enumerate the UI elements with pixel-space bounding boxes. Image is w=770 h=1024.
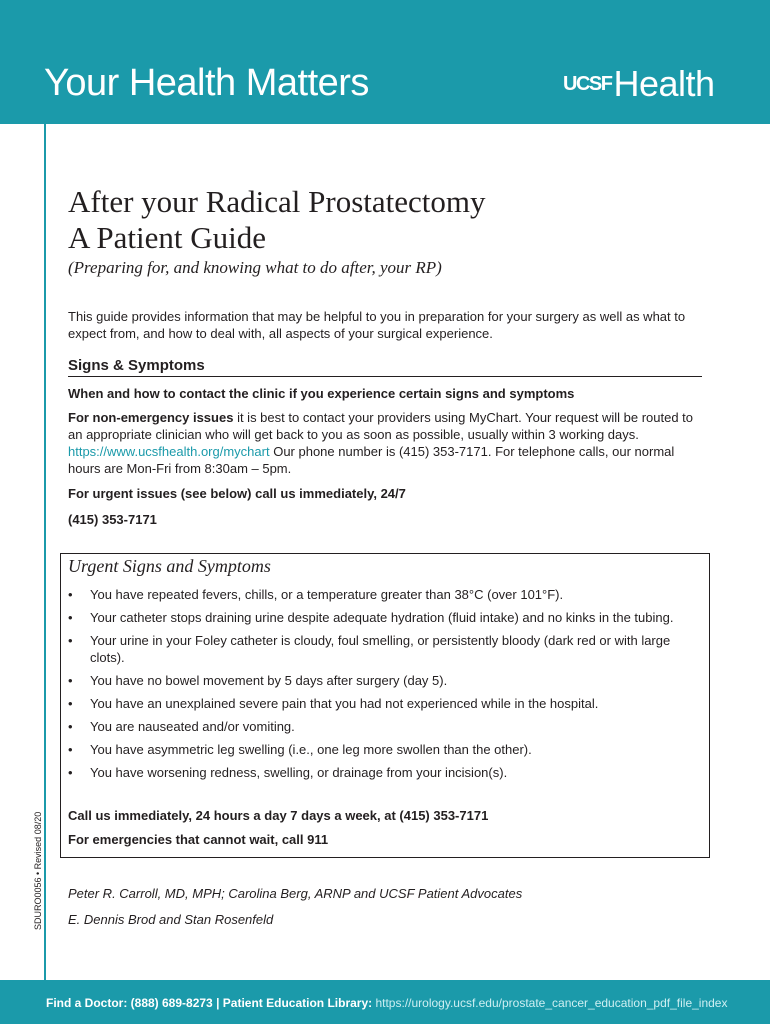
library-label: Patient Education Library: (222, 996, 373, 1010)
library-link[interactable]: https://urology.ucsf.edu/prostate_cancer_education_pdf_file_index (375, 996, 728, 1010)
left-rule-divider (44, 124, 46, 980)
list-item: • Your catheter stops draining urine despite adequate hydration (fluid intake) and no kinks in the tubing. (68, 610, 674, 625)
non-emergency-paragraph (68, 409, 708, 477)
list-item: • You have no bowel movement by 5 days after surgery (day 5). (68, 673, 448, 688)
list-item: • You have repeated fevers, chills, or a temperature greater than 38°C (over 101°F). (68, 587, 564, 602)
urgent-issues-line: For urgent issues (see below) call us immediately, 24/7 (68, 486, 406, 501)
authors-line-2: E. Dennis Brod and Stan Rosenfeld (68, 912, 274, 927)
non-emergency-text: it is best to contact your providers using MyChart. Your request will be routed to an appropriate clinician who will get back to you as soon as possible, usually within 3 working days. (68, 410, 694, 442)
document-subtitle: (Preparing for, and knowing what to do after, your RP) (68, 258, 442, 277)
find-doctor-label: Find a Doctor: (888) 689-8273 (46, 996, 213, 1010)
list-item: • Your urine in your Foley catheter is cloudy, foul smelling, or persistently bloody (dark red or with large clots). (68, 633, 671, 665)
urgent-phone: (415) 353-7171 (68, 512, 157, 527)
phone-hours-text: Our phone number is (415) 353-7171. For telephone calls, our normal hours are Mon-Fri from 8:30am – 5pm. (68, 444, 675, 476)
logo-word: Health (613, 63, 715, 104)
list-item: • You have worsening redness, swelling, or drainage from your incision(s). (68, 765, 508, 780)
call-immediately-line: Call us immediately, 24 hours a day 7 days a week, at (415) 353-7171 (68, 808, 489, 823)
page-header-title: Your Health Matters (44, 62, 369, 104)
emergency-line: For emergencies that cannot wait, call 911 (68, 832, 329, 847)
document-title (68, 184, 486, 256)
footer-separator: | (212, 996, 223, 1010)
title-line-2: A Patient Guide (68, 220, 267, 255)
authors-line-1: Peter R. Carroll, MD, MPH; Carolina Berg, ARNP and UCSF Patient Advocates (68, 886, 523, 901)
list-item: • You have asymmetric leg swelling (i.e., one leg more swollen than the other). (68, 742, 532, 757)
signs-section-heading: Signs & Symptoms (68, 357, 702, 377)
logo-mark: UCSF (563, 73, 612, 95)
authors-block (68, 881, 522, 933)
mychart-link[interactable]: https://www.ucsfhealth.org/mychart (68, 444, 270, 459)
title-line-1: After your Radical Prostatectomy (68, 184, 486, 219)
document-code: SDURO0056 • Revised 08/20 (33, 811, 43, 930)
intro-paragraph: This guide provides information that may be helpful to you in preparation for your surgery as well as what to expect from, and how to deal with, all aspects of your surgical experience. (68, 309, 686, 341)
urgent-box-title: Urgent Signs and Symptoms (68, 556, 271, 576)
ucsf-health-logo (563, 63, 715, 104)
non-emergency-label: For non-emergency issues (68, 410, 234, 425)
signs-subheading: When and how to contact the clinic if you experience certain signs and symptoms (68, 386, 575, 401)
footer-text (46, 996, 727, 1010)
list-item: • You have an unexplained severe pain that you had not experienced while in the hospital. (68, 696, 599, 711)
list-item: • You are nauseated and/or vomiting. (68, 719, 295, 734)
urgent-bullet-list (68, 586, 688, 787)
